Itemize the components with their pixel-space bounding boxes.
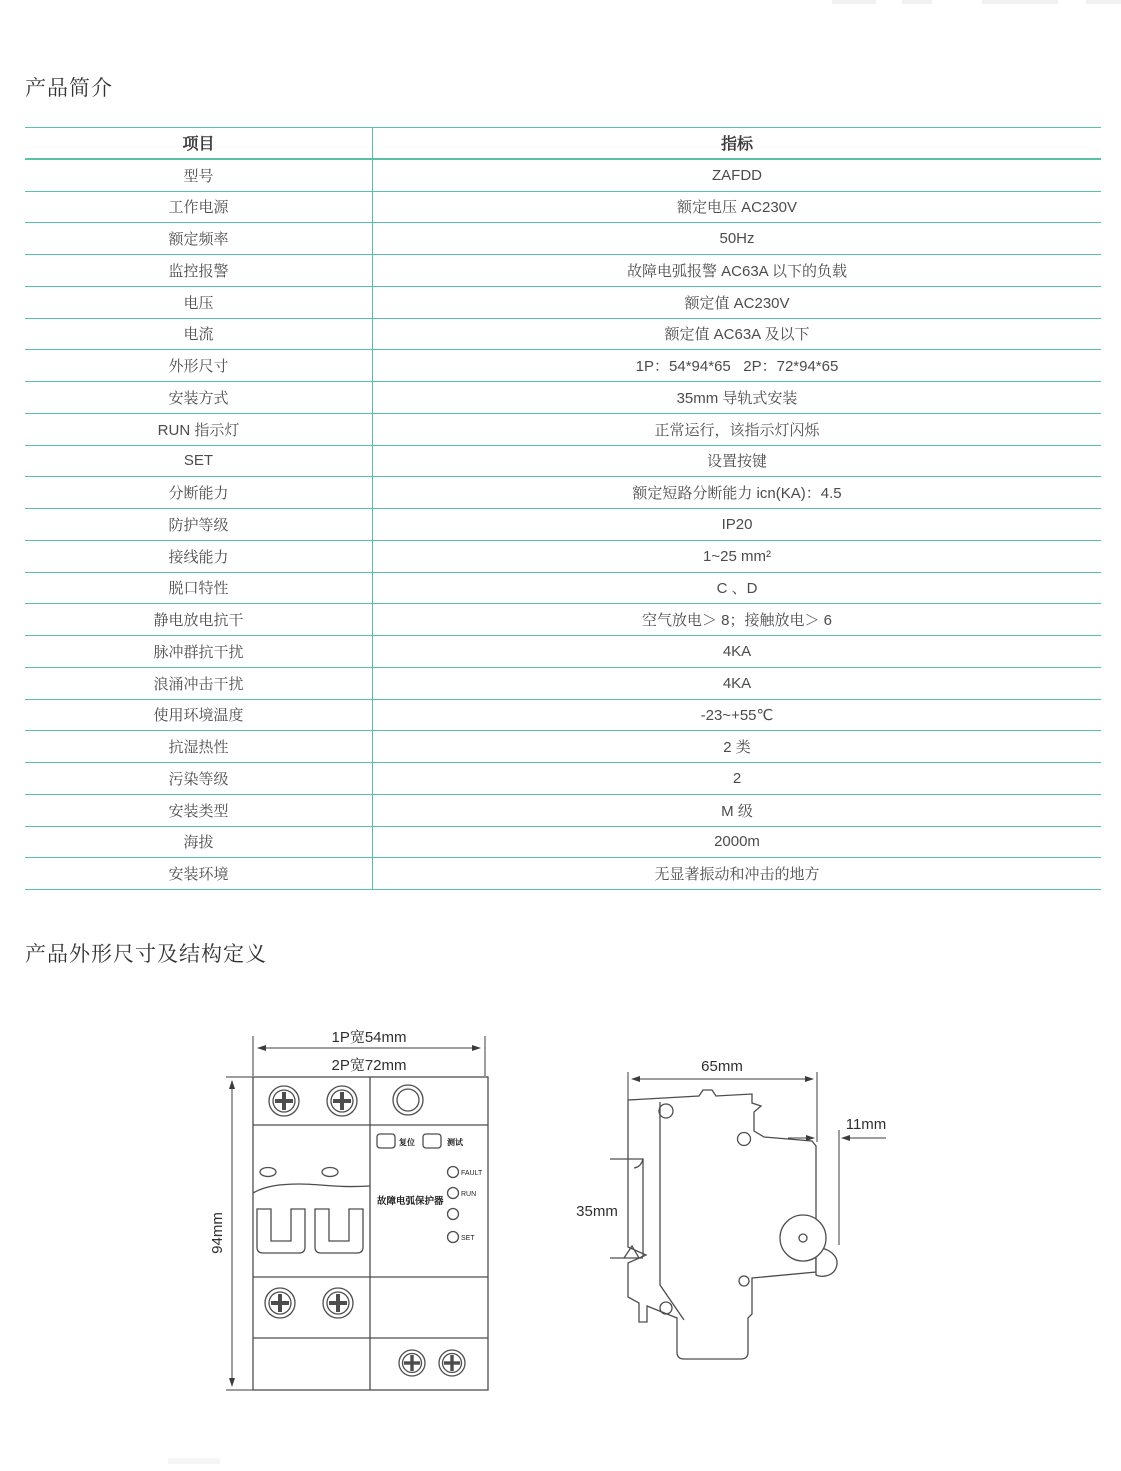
header-item: 项目 <box>25 128 373 158</box>
faceplate-product-label: 故障电弧保护器 <box>377 1196 444 1207</box>
run-led-label: RUN <box>461 1191 477 1198</box>
knob-icon <box>780 1215 826 1261</box>
spec-item-cell: 海拔 <box>25 827 373 858</box>
spec-value-cell: 4KA <box>722 674 752 692</box>
reset-button-label: 复位 <box>399 1138 415 1147</box>
spec-item-cell: 安装类型 <box>25 795 373 826</box>
table-row <box>25 509 1101 541</box>
table-row <box>25 573 1101 605</box>
top-edge-artifact <box>982 0 1058 4</box>
dim-label-clip: 11mm <box>845 1116 887 1133</box>
spec-value-cell: 50Hz <box>719 230 755 248</box>
table-row <box>25 477 1101 509</box>
spec-value-cell: -23~+55℃ <box>700 706 774 724</box>
table-row <box>25 763 1101 795</box>
spec-item-cell: 使用环境温度 <box>25 700 373 731</box>
spec-item-cell: 监控报警 <box>25 255 373 286</box>
fault-led-label: FAULT <box>461 1170 483 1177</box>
table-row <box>25 604 1101 636</box>
spec-item-cell: 静电放电抗干 <box>25 604 373 635</box>
dim-label-depth: 65mm <box>701 1058 743 1075</box>
spec-item-cell: 接线能力 <box>25 541 373 572</box>
spec-value-cell: 无显著振动和冲击的地方 <box>654 866 820 884</box>
spec-value-cell: M 级 <box>721 802 753 820</box>
spec-item-cell: 安装方式 <box>25 382 373 413</box>
spec-value-cell: 额定值 AC230V <box>684 294 790 312</box>
top-edge-artifact <box>902 0 932 4</box>
table-row <box>25 382 1101 414</box>
spec-item-cell: 抗湿热性 <box>25 731 373 762</box>
spec-item-cell: SET <box>25 446 373 477</box>
screw-icon <box>323 1288 353 1318</box>
screw-icon <box>327 1086 357 1116</box>
spec-value-cell: 设置按键 <box>706 453 767 471</box>
spec-value-cell: 正常运行，该指示灯闪烁 <box>654 421 820 439</box>
spec-value-cell: C 、D <box>716 580 758 598</box>
spec-item-cell: 分断能力 <box>25 477 373 508</box>
table-row <box>25 541 1101 573</box>
dim-label-height: 94mm <box>209 1212 226 1254</box>
spec-value-cell: 35mm 导轨式安装 <box>676 389 798 407</box>
spec-value-cell: 2000m <box>714 833 760 851</box>
top-edge-artifact <box>1086 0 1121 4</box>
spec-item-cell: 浪涌冲击干扰 <box>25 668 373 699</box>
spec-value-cell: ZAFDD <box>712 166 762 184</box>
table-body <box>25 160 1101 890</box>
section-title-intro: 产品简介 <box>25 77 113 100</box>
spec-item-cell: 电流 <box>25 319 373 350</box>
test-button-label: 测试 <box>447 1138 463 1147</box>
table-row <box>25 255 1101 287</box>
table-row <box>25 700 1101 732</box>
spec-value-cell: 额定短路分断能力 icn(KA)：4.5 <box>632 485 842 503</box>
spec-item-cell: 额定频率 <box>25 223 373 254</box>
spec-item-cell: 安装环境 <box>25 858 373 889</box>
front-view-diagram <box>209 1029 488 1390</box>
table-row <box>25 287 1101 319</box>
spec-item-cell: RUN 指示灯 <box>25 414 373 445</box>
spec-value-cell: IP20 <box>721 515 753 533</box>
spec-item-cell: 脱口特性 <box>25 573 373 604</box>
table-row <box>25 319 1101 351</box>
screw-icon <box>269 1086 299 1116</box>
table-row <box>25 858 1101 890</box>
spec-value-cell: 额定值 AC63A 及以下 <box>664 326 810 344</box>
table-row <box>25 223 1101 255</box>
spec-value-cell: 1P：54*94*65 2P：72*94*65 <box>635 358 839 376</box>
section-title-dimensions: 产品外形尺寸及结构定义 <box>25 943 267 966</box>
spec-value-cell: 故障电弧报警 AC63A 以下的负载 <box>626 262 848 280</box>
spec-item-cell: 电压 <box>25 287 373 318</box>
table-row <box>25 160 1101 192</box>
table-row <box>25 668 1101 700</box>
table-header-row <box>25 128 1101 160</box>
spec-value-cell: 2 类 <box>723 739 751 757</box>
set-led-label: SET <box>461 1235 475 1242</box>
table-row <box>25 414 1101 446</box>
spec-table <box>25 127 1101 890</box>
screw-icon <box>399 1350 425 1376</box>
spec-value-cell: 1~25 mm² <box>703 547 771 565</box>
spec-item-cell: 防护等级 <box>25 509 373 540</box>
top-edge-artifact <box>832 0 876 4</box>
screw-icon <box>439 1350 465 1376</box>
table-row <box>25 795 1101 827</box>
spec-item-cell: 外形尺寸 <box>25 350 373 381</box>
dim-label-1p: 1P宽54mm <box>331 1029 407 1046</box>
screw-icon <box>265 1288 295 1318</box>
spec-value-cell: 空气放电＞ 8；接触放电＞ 6 <box>641 612 833 630</box>
dim-label-2p: 2P宽72mm <box>331 1057 407 1074</box>
spec-item-cell: 工作电源 <box>25 192 373 223</box>
header-spec: 指标 <box>720 136 753 154</box>
dim-label-rail: 35mm <box>576 1203 618 1220</box>
side-view-diagram <box>576 1058 886 1359</box>
table-row <box>25 636 1101 668</box>
table-row <box>25 827 1101 859</box>
table-row <box>25 731 1101 763</box>
spec-item-cell: 污染等级 <box>25 763 373 794</box>
spec-value-cell: 2 <box>732 769 742 787</box>
table-row <box>25 192 1101 224</box>
dimension-diagrams <box>0 1000 1121 1440</box>
spec-value-cell: 4KA <box>722 642 752 660</box>
spec-item-cell: 型号 <box>25 160 373 191</box>
table-row <box>25 446 1101 478</box>
table-row <box>25 350 1101 382</box>
spec-value-cell: 额定电压 AC230V <box>676 199 798 217</box>
bottom-edge-artifact <box>168 1458 220 1464</box>
spec-item-cell: 脉冲群抗干扰 <box>25 636 373 667</box>
